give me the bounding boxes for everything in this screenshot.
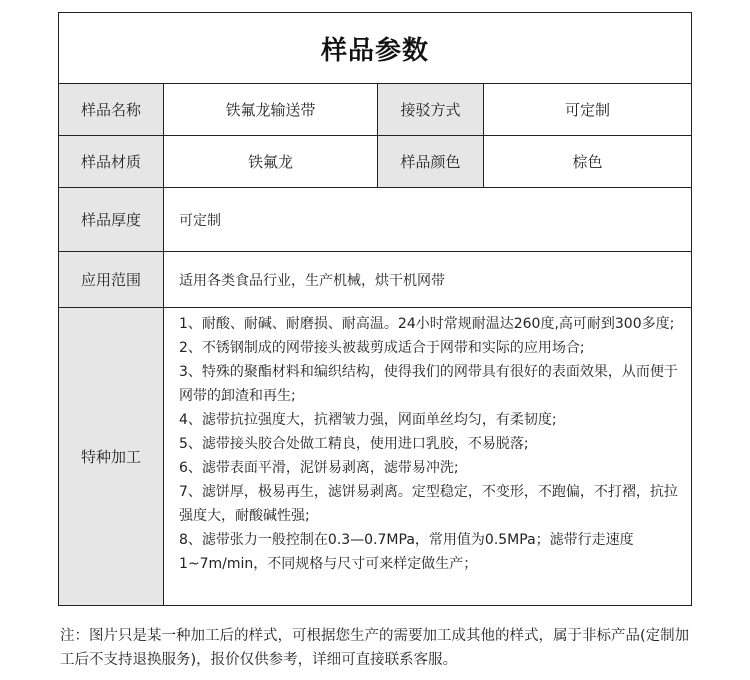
application-range-value: 适用各类食品行业，生产机械，烘干机网带 — [164, 252, 692, 308]
table-row — [59, 136, 692, 188]
joint-method-value: 可定制 — [484, 84, 692, 136]
sample-thickness-label: 样品厚度 — [59, 188, 164, 252]
list-item: 5、滤带接头胶合处做工精良，使用进口乳胶，不易脱落; — [179, 436, 529, 452]
list-item: 4、滤带抗拉强度大，抗褶皱力强，网面单丝均匀，有柔韧度; — [179, 412, 557, 428]
joint-method-label: 接驳方式 — [378, 84, 484, 136]
sample-material-value: 铁氟龙 — [164, 136, 378, 188]
table-row — [59, 84, 692, 136]
table-title: 样品参数 — [59, 13, 692, 84]
list-item: 7、滤饼厚，极易再生，滤饼易剥离。定型稳定，不变形，不跑偏，不打褶，抗拉强度大，耐酸碱性强; — [179, 484, 678, 524]
list-item: 8、滤带张力一般控制在0.3—0.7MPa，常用值为0.5MPa；滤带行走速度1~7m/min，不同规格与尺寸可来样定做生产； — [179, 532, 634, 572]
sample-material-label: 样品材质 — [59, 136, 164, 188]
sample-parameters-table — [58, 12, 692, 606]
list-item: 3、特殊的聚酯材料和编织结构，使得我们的网带具有很好的表面效果，从而便于网带的卸渣和再生; — [179, 364, 678, 404]
footnote: 注：图片只是某一种加工后的样式，可根据您生产的需要加工成其他的样式，属于非标产品(定制加工后不支持退换服务)，报价仅供参考，详细可直接联系客服。 — [60, 628, 690, 668]
sample-color-label: 样品颜色 — [378, 136, 484, 188]
sample-name-value: 铁氟龙输送带 — [164, 84, 378, 136]
list-item: 1、耐酸、耐碱、耐磨损、耐高温。24小时常规耐温达260度,高可耐到300多度; — [179, 316, 675, 332]
sample-name-label: 样品名称 — [59, 84, 164, 136]
table-row — [59, 188, 692, 252]
sample-thickness-value: 可定制 — [164, 188, 692, 252]
title-row — [59, 13, 692, 84]
list-item: 2、不锈钢制成的网带接头被裁剪成适合于网带和实际的应用场合; — [179, 340, 585, 356]
application-range-label: 应用范围 — [59, 252, 164, 308]
sample-color-value: 棕色 — [484, 136, 692, 188]
table-row — [59, 252, 692, 308]
list-item: 6、滤带表面平滑，泥饼易剥离，滤带易冲洗; — [179, 460, 459, 476]
special-processing-list — [164, 308, 692, 606]
table-row — [59, 308, 692, 606]
special-processing-label: 特种加工 — [59, 308, 164, 606]
